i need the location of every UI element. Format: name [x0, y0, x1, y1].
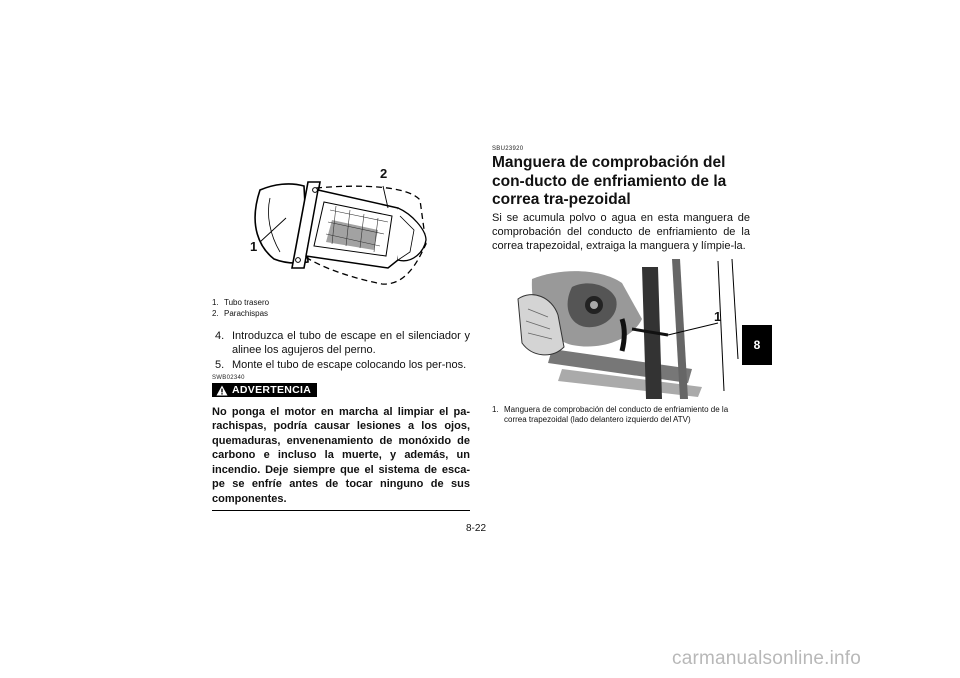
figure-legend: 1. Manguera de comprobación del conducto de enfriamiento de la correa trapezoidal (lado delantero izquierdo del ATV)	[492, 404, 729, 424]
watermark: carmanualsonline.info	[672, 648, 862, 669]
callout-1: 1	[714, 308, 722, 324]
section-body: Si se acumula polvo o agua en esta manguera de comprobación del conducto de enfriamiento de la correa trapezoidal, extraiga la manguera y límpie-la.	[492, 211, 750, 252]
warning-text: No ponga el motor en marcha al limpiar el pa-rachispas, podría causar lesiones a los ojos, quemaduras, envenenamiento de monóxido de carbono e incluso la muerte, y además, un incendio. Deje siempre que el sistema de esca-pe se enfríe antes de tocar ninguno de sus componentes.	[212, 405, 470, 506]
section-heading: Manguera de comprobación del con-ducto de enfriamiento de la correa tra-pezoidal	[492, 154, 727, 208]
left-column	[212, 160, 470, 511]
spark-arrester-illustration	[212, 160, 470, 295]
step-5: 5. Monte el tubo de escape colocando los per-nos.	[215, 359, 467, 371]
section-code: SBU23920	[492, 146, 524, 152]
legend-item: 1. Tubo trasero	[212, 298, 270, 307]
warning-badge: ADVERTENCIA	[212, 383, 317, 397]
cooling-duct-hose-photo	[492, 259, 750, 399]
procedure-steps	[212, 329, 470, 372]
warning-divider	[212, 510, 470, 511]
page-number: 8-22	[466, 523, 487, 534]
step-4: 4. Introduzca el tubo de escape en el silenciador y alinee los agujeros del perno.	[215, 330, 470, 356]
figure-legend	[212, 297, 470, 319]
chapter-tab: 8	[742, 325, 772, 365]
callout-2: 2	[380, 166, 388, 181]
warning-code: SWB02340	[212, 375, 245, 381]
right-column	[492, 146, 750, 426]
legend-item: 2. Parachispas	[212, 309, 269, 318]
warning-triangle-icon	[216, 385, 228, 396]
callout-1: 1	[250, 239, 258, 254]
